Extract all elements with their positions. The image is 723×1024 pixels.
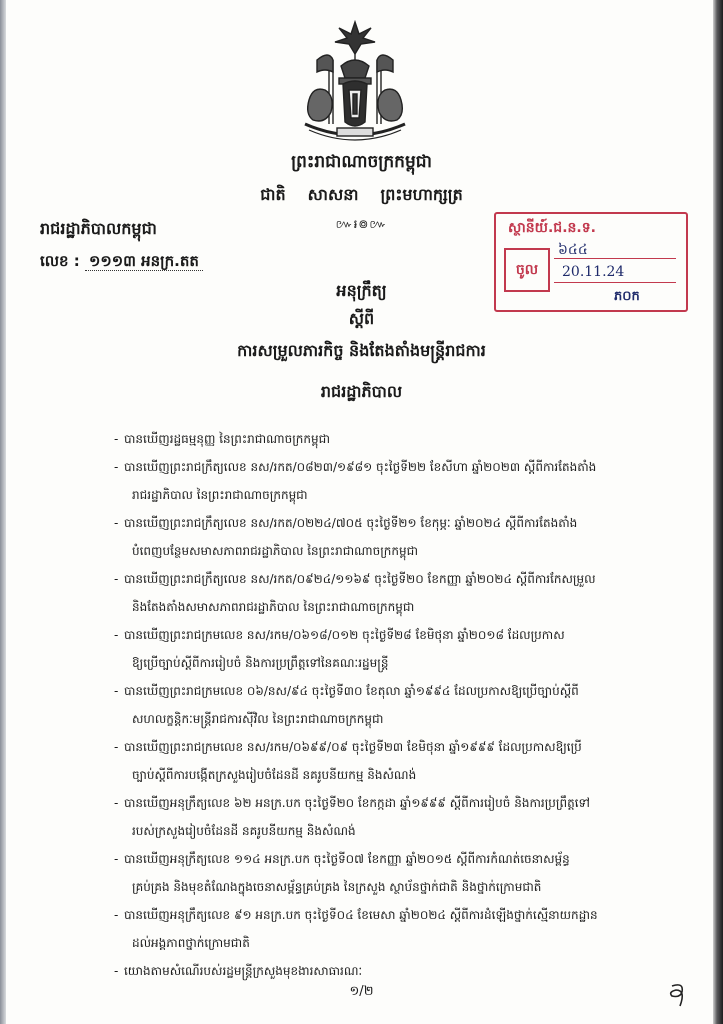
document-type: អនុក្រឹត្យ <box>336 281 387 300</box>
list-item: - បានឃើញរដ្ឋធម្មនុញ្ញ នៃព្រះរាជាណាចក្រកម្ពុជា <box>114 432 331 446</box>
ornament-divider: ៚៛៙៚ <box>335 217 388 231</box>
page-number: ១/២ <box>349 984 374 999</box>
list-item: - យោងតាមសំណើរបស់រដ្ឋមន្ត្រីក្រសួងមុខងារសាធារណៈ <box>114 964 363 978</box>
motto-king: ព្រះមហាក្សត្រ <box>380 185 463 204</box>
stamp-handwritten-number: ៦៤៤ <box>558 242 588 258</box>
issuer-name: រាជរដ្ឋាភិបាលកម្ពុជា <box>40 219 157 238</box>
list-item: - បានឃើញព្រះរាជក្រឹត្យលេខ នស/រកត/០២២៤/៧០៥ ចុះថ្ងៃទី២១ ខែកុម្ភៈ ឆ្នាំ២០២៤ ស្តីពីការតែងតាំង បំពេញបន្ថែមសមាសភាពរាជរដ្ឋាភិបាល នៃព្រះរាជាណាចក្រកម្ពុជា <box>114 516 578 558</box>
list-item: - បានឃើញអនុក្រឹត្យលេខ ៦២ អនក្រ.បក ចុះថ្ងៃទី២០ ខែកក្កដា ឆ្នាំ១៩៩៩ ស្តីពីការរៀបចំ និងការប្រព្រឹត្តទៅ របស់ក្រសួងរៀបចំដែនដី នគរូបនីយកម្ម និងសំណង់ <box>114 796 590 838</box>
handwritten-initial <box>664 980 694 1010</box>
list-item: - បានឃើញព្រះរាជក្រមលេខ ០៦/នស/៩៤ ចុះថ្ងៃទី៣០ ខែតុលា ឆ្នាំ១៩៩៤ ដែលប្រកាសឱ្យប្រើច្បាប់ស្តីពី សហលក្ខន្តិកៈមន្ត្រីរាជការស៊ីវិល នៃព្រះរាជាណាចក្រកម្ពុជា <box>114 684 579 726</box>
document-subject: ការសម្រួលភារកិច្ច និងតែងតាំងមន្ត្រីរាជការ <box>237 341 486 360</box>
about-label: ស្តីពី <box>348 309 375 328</box>
kingdom-heading: ព្រះរាជាណាចក្រកម្ពុជា <box>291 152 432 172</box>
list-item: - បានឃើញអនុក្រឹត្យលេខ ៩១ អនក្រ.បក ចុះថ្ងៃទី០៤ ខែមេសា ឆ្នាំ២០២៤ ស្តីពីការដំឡើងថ្នាក់ស្មើនាយកដ្ឋាន ដល់អង្គភាពថ្នាក់ក្រោមជាតិ <box>114 908 598 950</box>
list-item: - បានឃើញព្រះរាជក្រឹត្យលេខ នស/រកត/០៨២៣/១៩៨១ ចុះថ្ងៃទី២២ ខែសីហា ឆ្នាំ២០២៣ ស្តីពីការតែងតាំង រាជរដ្ឋាភិបាល នៃព្រះរាជាណាចក្រកម្ពុជា <box>114 460 597 502</box>
stamp-title: ស្ថានីយ៍.ជ.ន.ទ. <box>508 220 596 236</box>
list-item: - បានឃើញព្រះរាជក្រឹត្យលេខ នស/រកត/០៩២៤/១១៦៩ ចុះថ្ងៃទី២០ ខែកញ្ញា ឆ្នាំ២០២៤ ស្តីពីការកែសម្រួល និងតែងតាំងសមាសភាពរាជរដ្ឋាភិបាល នៃព្រះរាជាណាចក្រកម្ពុជា <box>114 572 596 614</box>
list-item: - បានឃើញព្រះរាជក្រមលេខ នស/រកម/០៦១៨/០១២ ចុះថ្ងៃទី២៨ ខែមិថុនា ឆ្នាំ២០១៨ ដែលប្រកាស ឱ្យប្រើច្បាប់ស្តីពីការរៀបចំ និងការប្រព្រឹត្តទៅនៃគណៈរដ្ឋមន្ត្រី <box>114 628 565 670</box>
reference-value: ១១១៣ អនក្រ.តត <box>85 252 203 271</box>
stamp-handwritten-code: ភ០ក <box>614 289 640 304</box>
list-item: - បានឃើញព្រះរាជក្រមលេខ នស/រកម/០៦៩៩/០៩ ចុះថ្ងៃទី២៣ ខែមិថុនា ឆ្នាំ១៩៩៩ ដែលប្រកាសឱ្យប្រើ ច្បាប់ស្តីពីការបង្កើតក្រសួងរៀបចំដែនដី នគរូបនីយកម្ម និងសំណង់ <box>114 740 582 782</box>
national-motto <box>0 184 723 208</box>
reference-label: លេខ : <box>40 252 80 270</box>
stamp-handwritten-date: 20.11.24 <box>562 264 625 280</box>
issuing-authority: រាជរដ្ឋាភិបាល <box>320 382 403 401</box>
legal-basis-list <box>114 425 694 985</box>
stamp-entry-box: ចូល <box>504 248 550 292</box>
motto-nation: ជាតិ <box>260 185 286 204</box>
motto-religion: សាសនា <box>307 185 359 204</box>
list-item: - បានឃើញអនុក្រឹត្យលេខ ១១៤ អនក្រ.បក ចុះថ្ងៃទី០៧ ខែកញ្ញា ឆ្នាំ២០១៥ ស្តីពីការកំណត់ចេនាសម្ព័ន្ធ គ្រប់គ្រង និងមុខតំណែងក្នុងចេនាសម្ព័ន្ធគ្រប់គ្រង នៃក្រសួង ស្ថាប័នថ្នាក់ជាតិ និងថ្នាក់ក្រោមជាតិ <box>114 852 570 894</box>
royal-coat-of-arms <box>299 20 411 150</box>
reference-number <box>40 252 203 274</box>
